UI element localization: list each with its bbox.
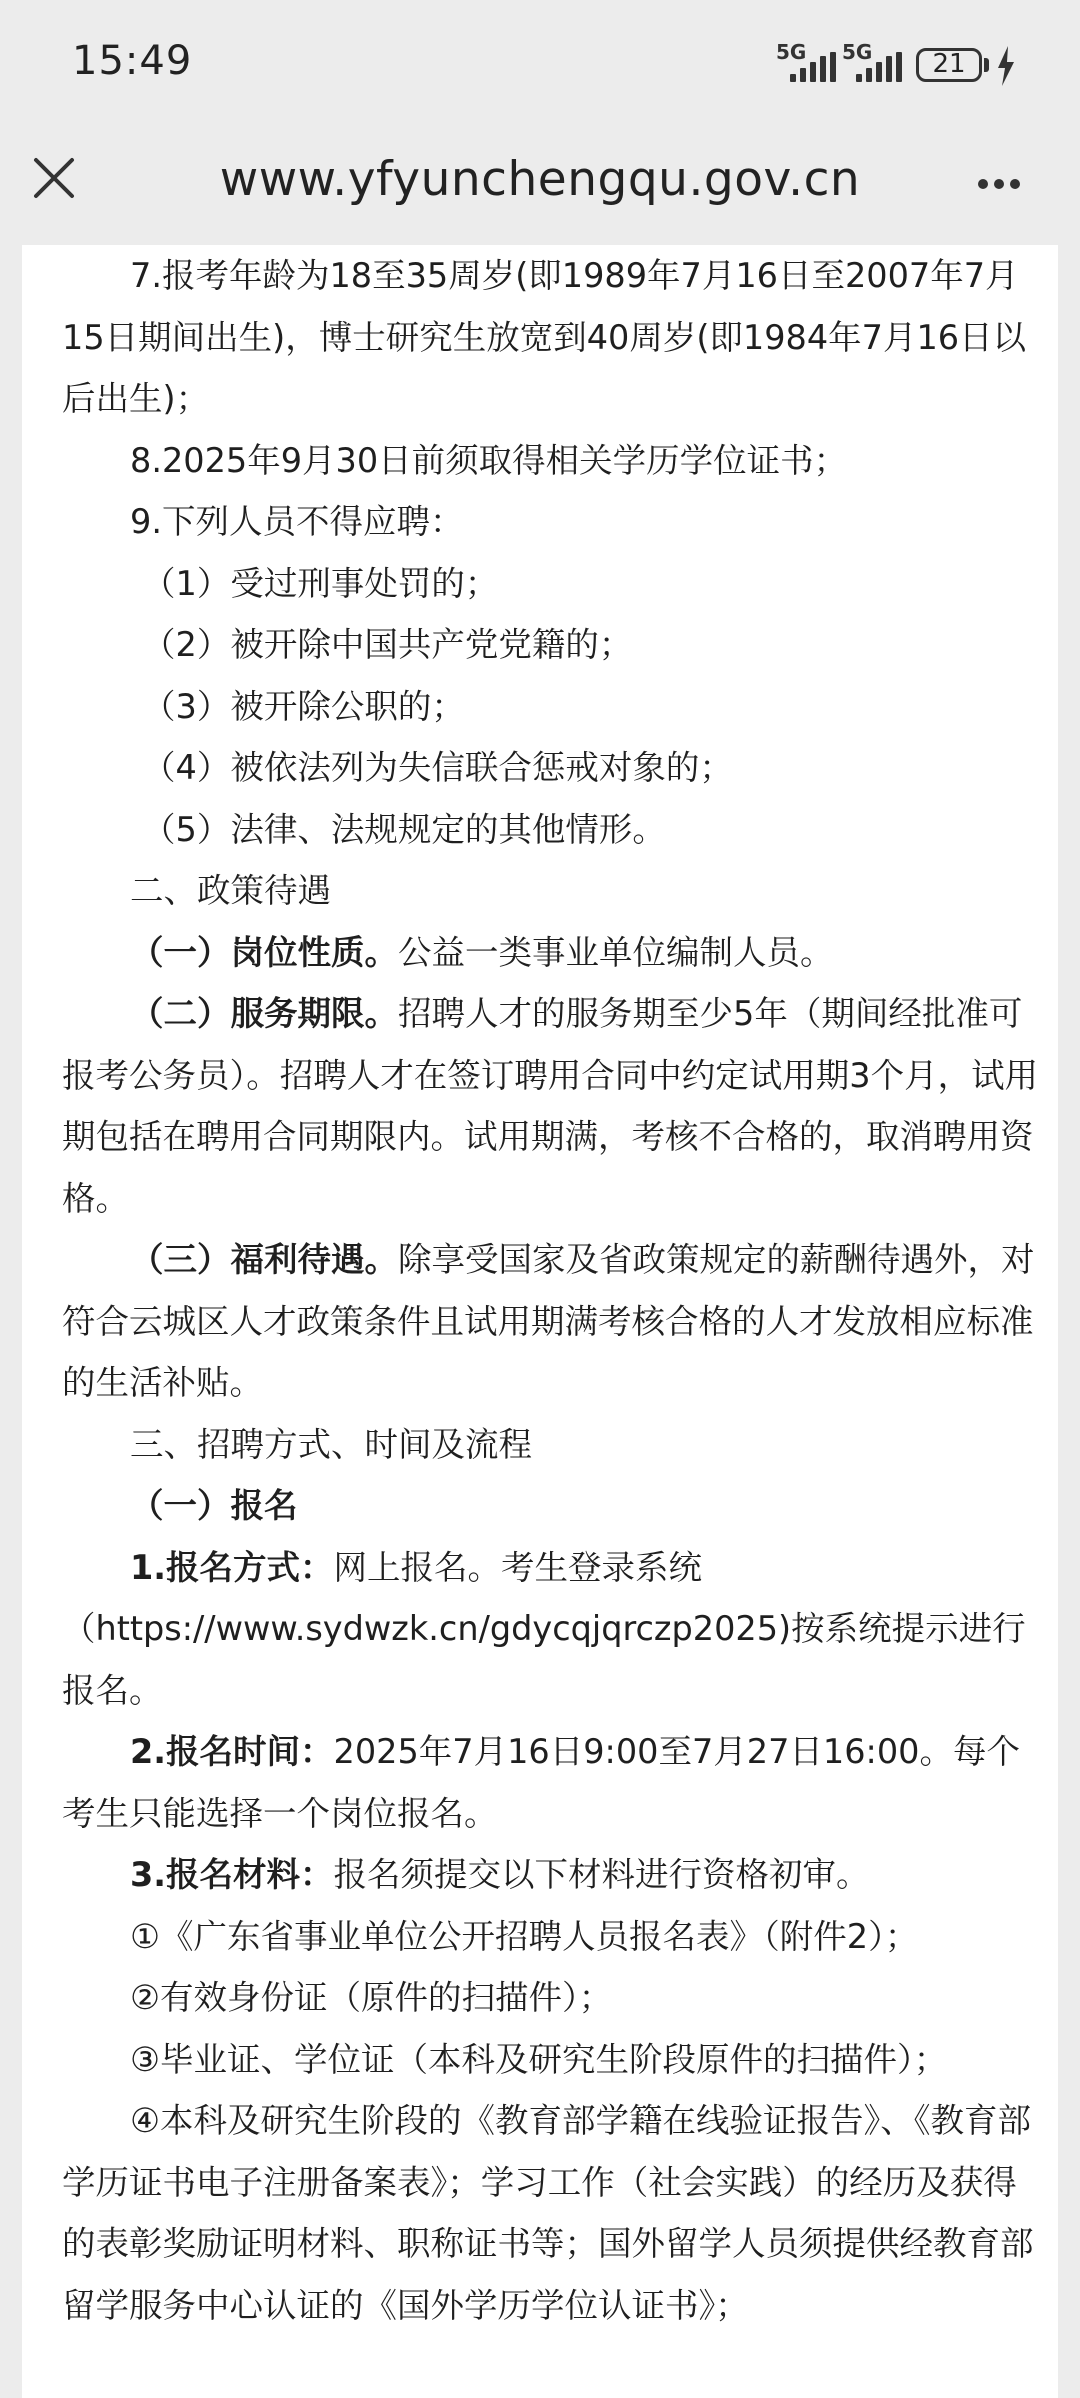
list-item: （3）被开除公职的； xyxy=(142,686,465,726)
list-item: （2）被开除中国共产党党籍的； xyxy=(142,625,633,664)
paragraph-registration-materials: 3.报名材料：报名须提交以下材料进行资格初审。 xyxy=(130,1855,870,1894)
paragraph-age-requirement: 7.报考年龄为18至35周岁(即1989年7月16日至2007年7月15日期间出生)，博士研究生放宽到40周岁(即1984年7月16日以后出生)； xyxy=(62,256,1027,418)
battery-icon xyxy=(916,48,982,82)
subheading: 3.报名材料： xyxy=(130,1855,334,1894)
subheading-registration: （一）报名 xyxy=(130,1486,298,1525)
list-item: ②有效身份证（原件的扫描件）； xyxy=(130,1978,613,2017)
section-heading-recruitment: 三、招聘方式、时间及流程 xyxy=(130,1424,532,1464)
signal-5g-icon-2: 5G xyxy=(842,44,898,84)
list-item: （5）法律、法规规定的其他情形。 xyxy=(142,809,666,849)
paragraph-degree-deadline: 8.2025年9月30日前须取得相关学历学位证书； xyxy=(130,440,848,480)
subheading: （一）岗位性质。 xyxy=(130,932,398,972)
paragraph-disqualifications: 9.下列人员不得应聘： xyxy=(130,502,464,541)
list-item: ③毕业证、学位证（本科及研究生阶段原件的扫描件）； xyxy=(130,2039,948,2079)
status-time: 15:49 xyxy=(72,38,193,84)
list-item: （4）被依法列为失信联合惩戒对象的； xyxy=(142,748,733,787)
url-display[interactable]: www.yfyunchengqu.gov.cn xyxy=(219,152,861,207)
article-body xyxy=(62,245,1046,2336)
subheading: （二）服务期限。 xyxy=(130,994,398,1033)
paragraph-registration-method: 1.报名方式：网上报名。考生登录系统（https://www.sydwzk.cn/gdycqjqrczp2025)按系统提示进行报名。 xyxy=(62,1547,1026,1710)
battery-level: 21 xyxy=(932,49,966,79)
subheading: （三）福利待遇。 xyxy=(130,1240,398,1279)
page-content xyxy=(22,245,1058,2398)
charging-bolt-icon xyxy=(996,46,1016,86)
paragraph-position-nature: （一）岗位性质。公益一类事业单位编制人员。 xyxy=(130,932,834,972)
paragraph-service-term: （二）服务期限。招聘人才的服务期至少5年（期间经批准可报考公务员）。招聘人才在签订聘用合同中约定试用期3个月，试用期包括在聘用合同期限内。试用期满，考核不合格的，取消聘用资格。 xyxy=(62,994,1039,1218)
paragraph-benefits: （三）福利待遇。除享受国家及省政策规定的薪酬待遇外，对符合云城区人才政策条件且试用期满考核合格的人才发放相应标准的生活补贴。 xyxy=(62,1240,1035,1402)
battery-nub xyxy=(984,58,989,72)
subheading: 2.报名时间： xyxy=(130,1732,334,1771)
paragraph-registration-time: 2.报名时间：2025年7月16日9:00至7月27日16:00。每个考生只能选择一个岗位报名。 xyxy=(62,1732,1020,1833)
list-item: ④本科及研究生阶段的《教育部学籍在线验证报告》、《教育部学历证书电子注册备案表》；学习工作（社会实践）的经历及获得的表彰奖励证明材料、职称证书等；国外留学人员须提供经教育部留学服务中心认证的《国外学历学位认证书》； xyxy=(62,2101,1034,2325)
status-bar xyxy=(0,0,1080,130)
subheading: 1.报名方式： xyxy=(130,1547,334,1587)
signal-5g-icon: 5G xyxy=(776,44,832,84)
section-heading-policy: 二、政策待遇 xyxy=(130,871,331,910)
browser-address-bar xyxy=(0,130,1080,245)
list-item: ①《广东省事业单位公开招聘人员报名表》（附件2）； xyxy=(130,1916,919,1956)
more-options-icon[interactable] xyxy=(978,174,1030,186)
close-icon[interactable] xyxy=(28,152,80,204)
list-item: （1）受过刑事处罚的； xyxy=(142,563,499,603)
